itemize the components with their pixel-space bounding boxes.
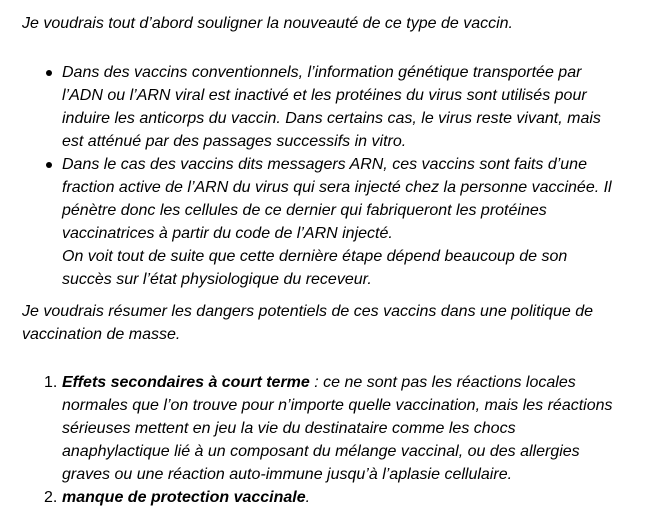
text-line: sérieuses mettent en jeu la vie du destinataire comme les chocs — [62, 420, 516, 437]
text-line: vaccinatrices à partir du code de l’ARN injecté. — [62, 225, 393, 242]
numbered-list — [0, 371, 622, 509]
summary-paragraph — [22, 300, 620, 346]
item-term: manque de protection vaccinale — [62, 489, 306, 506]
list-item — [0, 153, 622, 291]
text-line: l’ADN ou l’ARN viral est inactivé et les protéines du virus sont utilisés pour — [62, 87, 587, 104]
text-line: vaccination de masse. — [22, 326, 181, 343]
text-line: est atténué par des passages successifs in vitro. — [62, 133, 407, 150]
list-number: 1. — [44, 374, 58, 391]
text-line: pénètre donc les cellules de ce dernier qui fabriqueront les protéines — [62, 202, 547, 219]
intro-paragraph: Je voudrais tout d’abord souligner la nouveauté de ce type de vaccin. — [22, 15, 513, 32]
text-line: On voit tout de suite que cette dernière étape dépend beaucoup de son — [62, 248, 568, 265]
item-text: : ce ne sont pas les réactions locales — [309, 374, 576, 391]
list-item — [0, 61, 622, 153]
text-line: succès sur l’état physiologique du receveur. — [62, 271, 372, 288]
list-item — [0, 486, 622, 509]
item-term: Effets secondaires à court terme — [62, 374, 310, 391]
list-item — [0, 371, 622, 486]
text-line: Je voudrais résumer les dangers potentiels de ces vaccins dans une politique de — [22, 303, 593, 320]
bullet-icon — [46, 162, 52, 168]
text-line: Dans des vaccins conventionnels, l’information génétique transportée par — [62, 64, 582, 81]
list-number: 2. — [44, 489, 58, 506]
text-line — [62, 371, 622, 394]
text-line: anaphylactique lié à un composant du mélange vaccinal, ou des allergies — [62, 443, 580, 460]
text-line: induire les anticorps du vaccin. Dans certains cas, le virus reste vivant, mais — [62, 110, 601, 127]
bullet-icon — [46, 70, 52, 76]
text-line: fraction active de l’ARN du virus qui sera injecté chez la personne vaccinée. Il — [62, 179, 612, 196]
item-text: . — [305, 489, 311, 506]
bullet-list — [0, 61, 622, 291]
text-line: graves ou une réaction auto-immune jusqu’à l’aplasie cellulaire. — [62, 466, 513, 483]
text-line: Dans le cas des vaccins dits messagers ARN, ces vaccins sont faits d’une — [62, 156, 587, 173]
text-line — [62, 486, 622, 509]
text-line: normales que l’on trouve pour n’importe quelle vaccination, mais les réactions — [62, 397, 613, 414]
